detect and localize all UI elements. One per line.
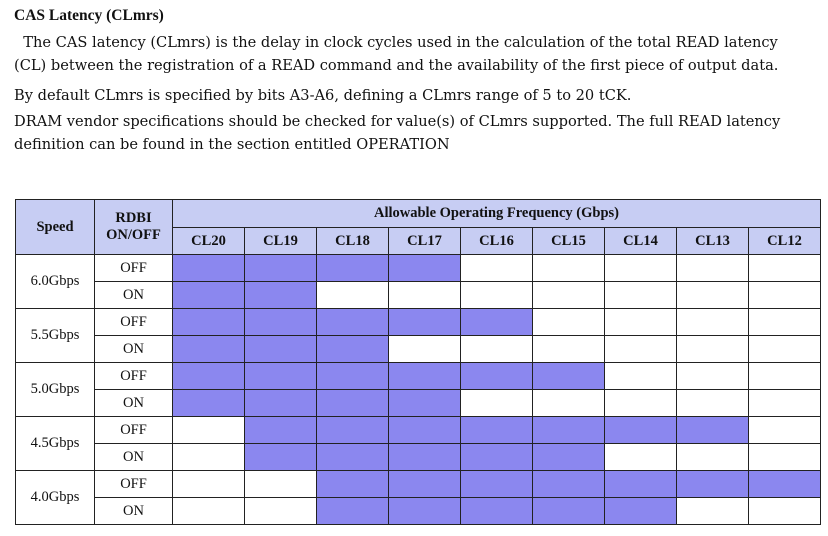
not-allowed-cell <box>677 390 749 417</box>
not-allowed-cell <box>461 390 533 417</box>
rdbi-cell: ON <box>95 444 173 471</box>
paragraph-line: By default CLmrs is specified by bits A3-A6, defining a CLmrs range of 5 to 20 tCK. <box>14 87 632 104</box>
not-allowed-cell <box>461 282 533 309</box>
not-allowed-cell <box>605 444 677 471</box>
allowed-cell <box>173 336 245 363</box>
not-allowed-cell <box>605 363 677 390</box>
cl-column-header: CL20 <box>173 228 245 255</box>
allowed-cell <box>173 390 245 417</box>
not-allowed-cell <box>749 363 821 390</box>
allowed-cell <box>389 255 461 282</box>
rdbi-header-line: RDBI <box>115 210 152 226</box>
cl-column-header: CL14 <box>605 228 677 255</box>
speed-cell: 4.0Gbps <box>16 471 95 525</box>
not-allowed-cell <box>533 336 605 363</box>
table-row <box>16 417 821 444</box>
allowed-cell <box>245 417 317 444</box>
cl-column-header: CL18 <box>317 228 389 255</box>
not-allowed-cell <box>461 336 533 363</box>
allowed-cell <box>461 309 533 336</box>
not-allowed-cell <box>605 255 677 282</box>
speed-cell: 4.5Gbps <box>16 417 95 471</box>
allowed-cell <box>389 363 461 390</box>
allowed-cell <box>461 498 533 525</box>
cl-column-header: CL13 <box>677 228 749 255</box>
allowed-cell <box>605 471 677 498</box>
rdbi-cell: OFF <box>95 471 173 498</box>
allowed-cell <box>533 498 605 525</box>
allowed-cell <box>317 363 389 390</box>
not-allowed-cell <box>749 255 821 282</box>
not-allowed-cell <box>533 282 605 309</box>
table-row <box>16 363 821 390</box>
not-allowed-cell <box>677 336 749 363</box>
allowed-cell <box>461 363 533 390</box>
paragraph-line: (CL) between the registration of a READ command and the availability of the first piece of output data. <box>14 56 779 74</box>
rdbi-cell: OFF <box>95 417 173 444</box>
allowed-cell <box>245 282 317 309</box>
allowed-cell <box>173 282 245 309</box>
allowed-cell <box>389 444 461 471</box>
not-allowed-cell <box>317 282 389 309</box>
not-allowed-cell <box>677 282 749 309</box>
table-row <box>16 471 821 498</box>
speed-cell: 5.5Gbps <box>16 309 95 363</box>
not-allowed-cell <box>533 390 605 417</box>
allowed-cell <box>461 444 533 471</box>
rdbi-cell: ON <box>95 282 173 309</box>
allowed-cell <box>245 255 317 282</box>
allowed-cell <box>173 255 245 282</box>
rdbi-cell: ON <box>95 336 173 363</box>
allowed-cell <box>317 336 389 363</box>
allowed-cell <box>389 309 461 336</box>
allowed-cell <box>461 417 533 444</box>
allowed-cell <box>389 390 461 417</box>
allowed-cell <box>317 309 389 336</box>
paragraph-line: The CAS latency (CLmrs) is the delay in clock cycles used in the calculation of the total READ latency <box>14 34 778 51</box>
table-row <box>16 255 821 282</box>
allowed-cell <box>533 417 605 444</box>
allowed-cell <box>677 417 749 444</box>
not-allowed-cell <box>749 417 821 444</box>
allowed-cell <box>389 471 461 498</box>
default-range-paragraph <box>14 85 631 108</box>
not-allowed-cell <box>749 498 821 525</box>
table-row <box>16 282 821 309</box>
not-allowed-cell <box>533 309 605 336</box>
allowed-cell <box>245 336 317 363</box>
allowed-cell <box>245 309 317 336</box>
table-row <box>16 390 821 417</box>
not-allowed-cell <box>173 417 245 444</box>
allowed-cell <box>173 363 245 390</box>
table-row <box>16 444 821 471</box>
allowed-cell <box>317 498 389 525</box>
allowed-cell <box>317 444 389 471</box>
allowed-cell <box>173 309 245 336</box>
frequency-group-header: Allowable Operating Frequency (Gbps) <box>173 200 821 228</box>
not-allowed-cell <box>173 444 245 471</box>
allowed-cell <box>317 255 389 282</box>
not-allowed-cell <box>677 363 749 390</box>
rdbi-cell: OFF <box>95 363 173 390</box>
section-heading: CAS Latency (CLmrs) <box>14 7 164 24</box>
allowed-cell <box>317 471 389 498</box>
speed-cell: 5.0Gbps <box>16 363 95 417</box>
cl-column-header: CL15 <box>533 228 605 255</box>
allowed-cell <box>677 471 749 498</box>
allowed-cell <box>317 390 389 417</box>
table-row <box>16 336 821 363</box>
rdbi-header-line: ON/OFF <box>106 227 161 243</box>
rdbi-cell: OFF <box>95 255 173 282</box>
cl-column-header: CL17 <box>389 228 461 255</box>
not-allowed-cell <box>605 336 677 363</box>
allowed-cell <box>605 417 677 444</box>
allowed-cell <box>245 390 317 417</box>
vendor-note-paragraph <box>14 111 780 156</box>
not-allowed-cell <box>677 255 749 282</box>
allowed-cell <box>389 417 461 444</box>
not-allowed-cell <box>749 390 821 417</box>
allowed-cell <box>461 471 533 498</box>
paragraph-line: DRAM vendor specifications should be checked for value(s) of CLmrs supported. The full READ latency <box>14 113 781 130</box>
allowed-cell <box>605 498 677 525</box>
not-allowed-cell <box>605 390 677 417</box>
not-allowed-cell <box>677 444 749 471</box>
cl-column-header: CL19 <box>245 228 317 255</box>
paragraph-line: definition can be found in the section entitled OPERATION <box>14 135 450 153</box>
not-allowed-cell <box>389 336 461 363</box>
speed-cell: 6.0Gbps <box>16 255 95 309</box>
not-allowed-cell <box>605 282 677 309</box>
not-allowed-cell <box>749 336 821 363</box>
allowed-cell <box>533 444 605 471</box>
cl-column-header: CL12 <box>749 228 821 255</box>
allowed-cell <box>533 471 605 498</box>
not-allowed-cell <box>245 471 317 498</box>
allowed-cell <box>533 363 605 390</box>
not-allowed-cell <box>677 498 749 525</box>
not-allowed-cell <box>533 255 605 282</box>
intro-paragraph <box>14 32 778 77</box>
rdbi-header <box>95 200 173 255</box>
not-allowed-cell <box>173 498 245 525</box>
speed-header: Speed <box>16 200 95 255</box>
rdbi-cell: OFF <box>95 309 173 336</box>
allowed-cell <box>749 471 821 498</box>
not-allowed-cell <box>749 444 821 471</box>
table-body <box>16 255 821 525</box>
not-allowed-cell <box>677 309 749 336</box>
rdbi-cell: ON <box>95 390 173 417</box>
table-row <box>16 309 821 336</box>
cl-column-header: CL16 <box>461 228 533 255</box>
not-allowed-cell <box>749 282 821 309</box>
not-allowed-cell <box>245 498 317 525</box>
table-row <box>16 498 821 525</box>
not-allowed-cell <box>461 255 533 282</box>
not-allowed-cell <box>173 471 245 498</box>
allowed-cell <box>245 363 317 390</box>
not-allowed-cell <box>389 282 461 309</box>
allowed-cell <box>317 417 389 444</box>
allowed-cell <box>245 444 317 471</box>
not-allowed-cell <box>749 309 821 336</box>
allowed-cell <box>389 498 461 525</box>
rdbi-cell: ON <box>95 498 173 525</box>
cas-latency-table <box>15 199 821 525</box>
not-allowed-cell <box>605 309 677 336</box>
